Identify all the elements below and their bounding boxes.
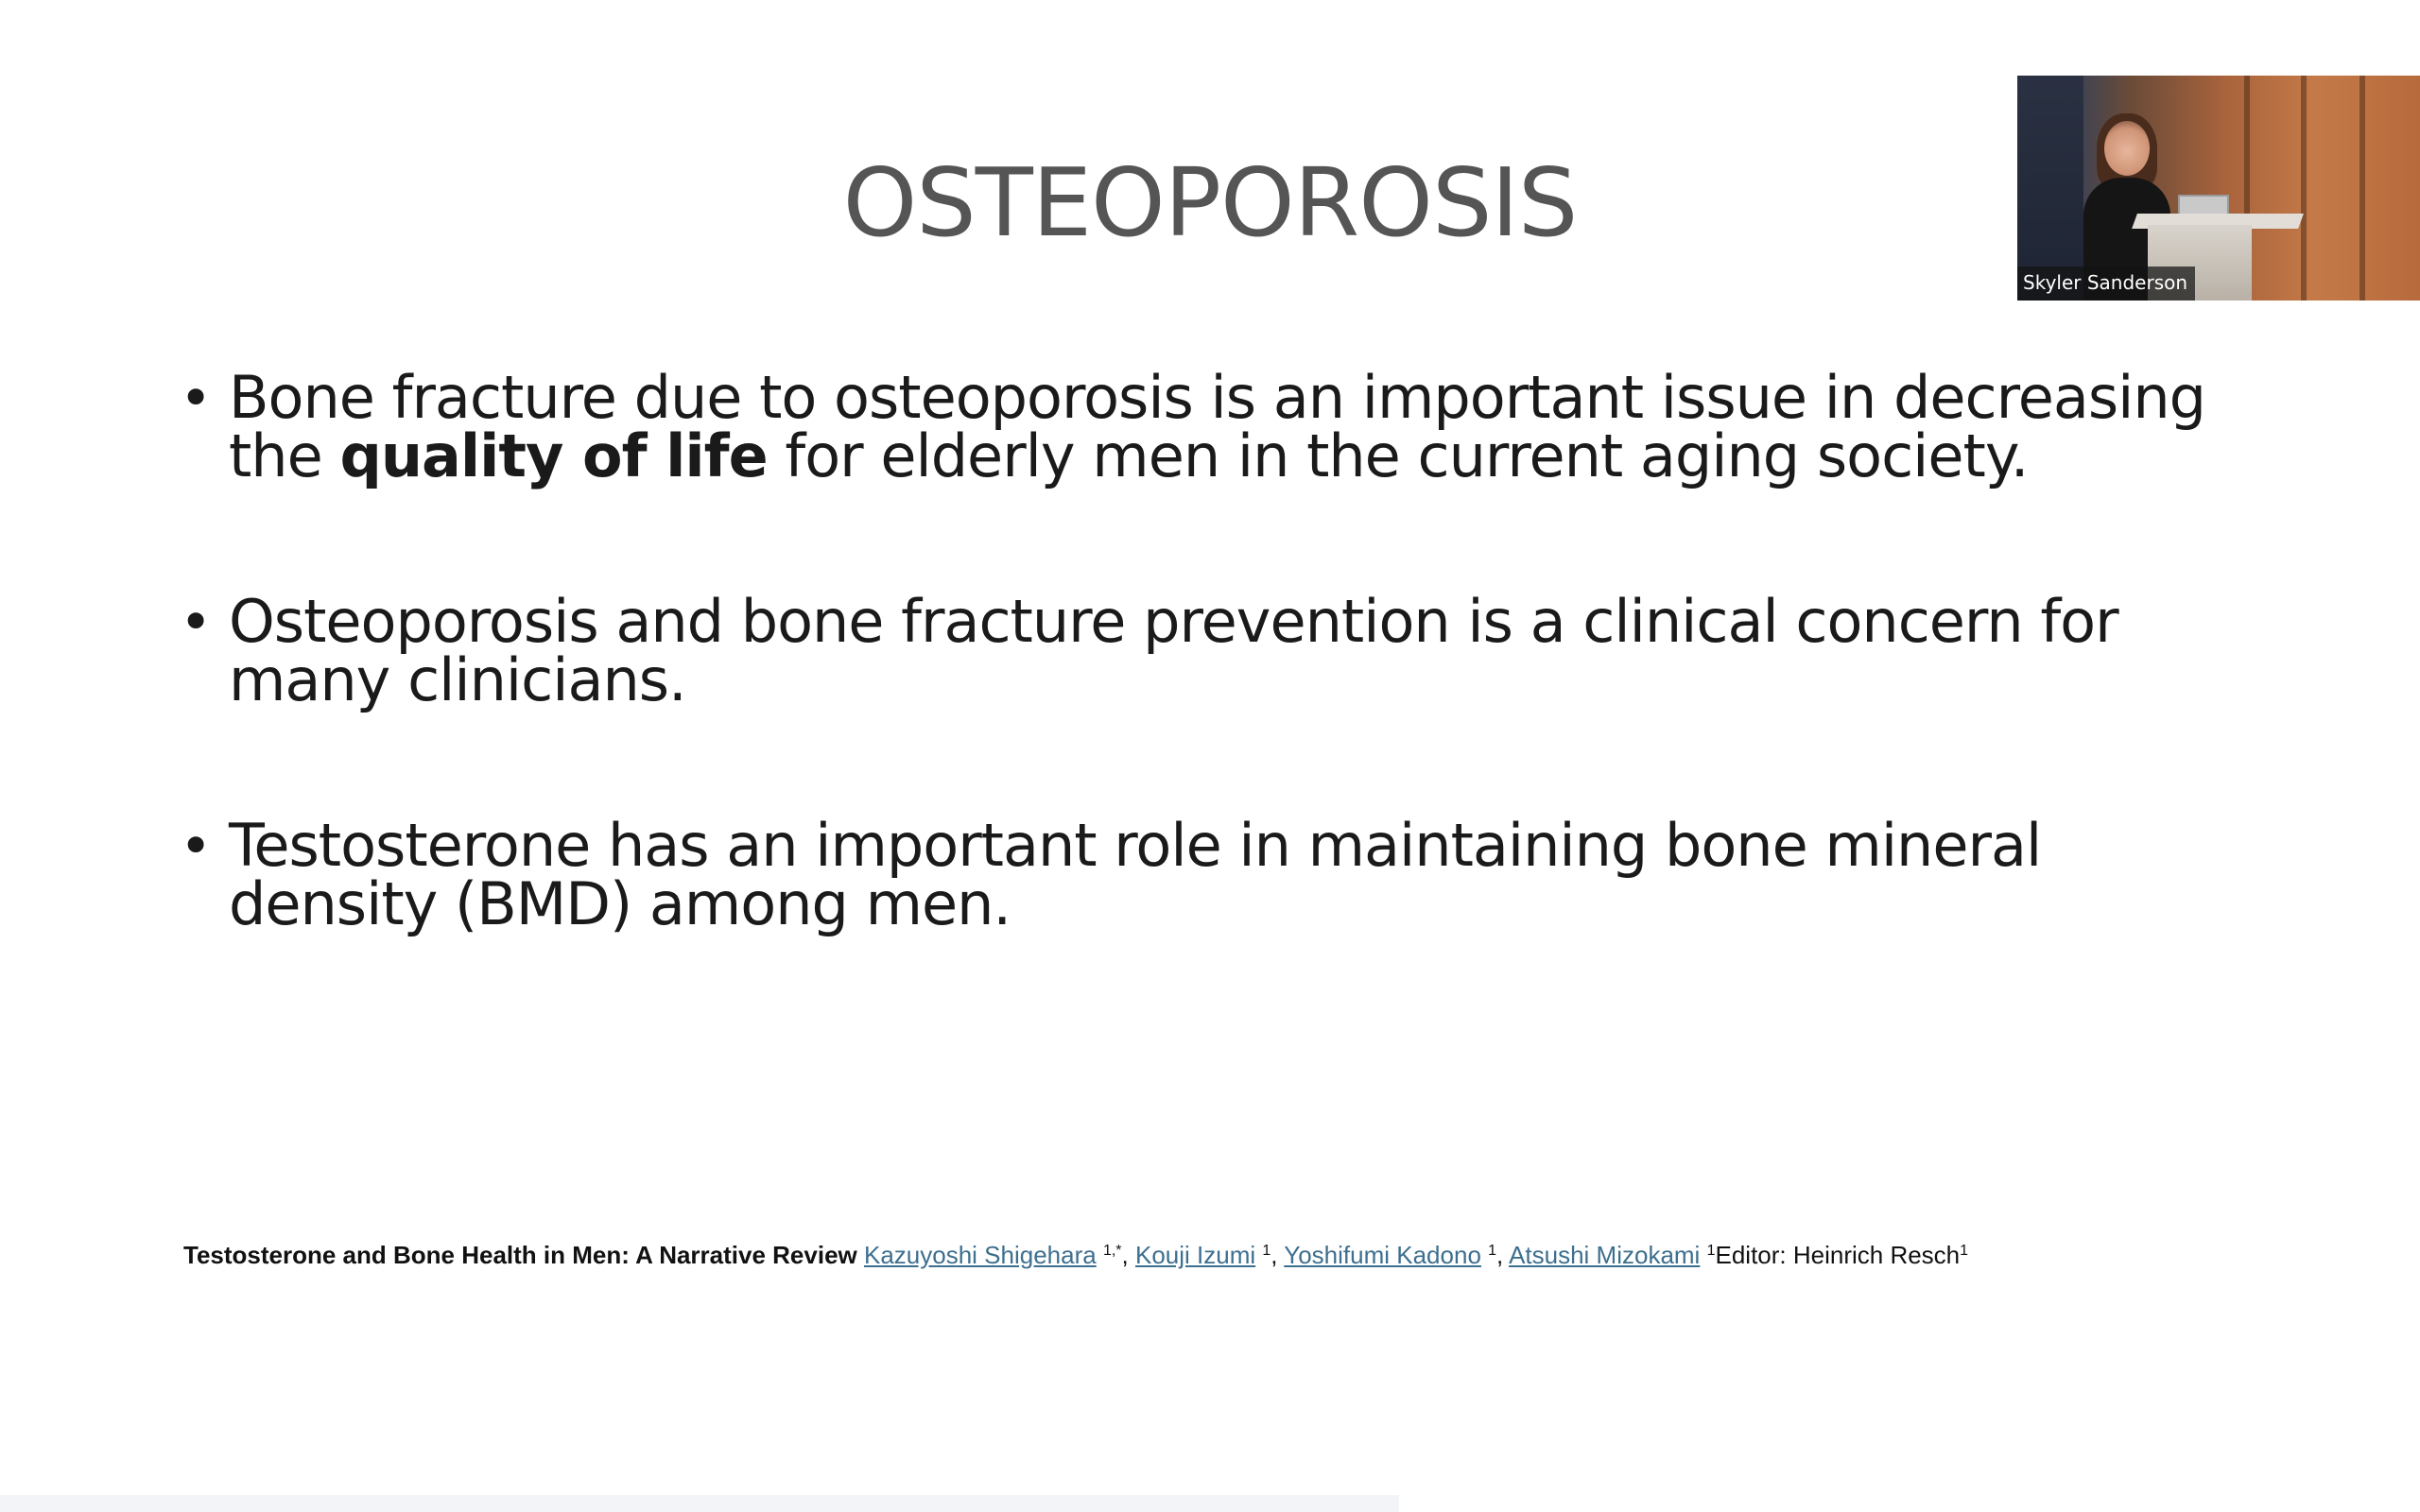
video-background xyxy=(2360,76,2365,301)
editor-affiliation: 1 xyxy=(1960,1243,1969,1259)
citation-editor: Editor: Heinrich Resch xyxy=(1715,1241,1961,1269)
author-affiliation: 1 xyxy=(1262,1243,1271,1259)
bullet-marker: • xyxy=(180,590,212,654)
bullet-text: for elderly men in the current aging society. xyxy=(767,421,2029,490)
author-link[interactable]: Atsushi Mizokami xyxy=(1509,1241,1701,1269)
author-link[interactable]: Kouji Izumi xyxy=(1134,1241,1256,1269)
author-affiliation: 1 xyxy=(1706,1243,1716,1259)
citation: Testosterone and Bone Health in Men: A Narrative Review Kazuyoshi Shigehara $^{1,*}$, Kouji Izumi $^1$, Yoshifumi Kadono $^1$, Atsushi Mizokami $^1$Editor: Heinrich Resch$^1$ xyxy=(183,1241,1969,1269)
participant-video-tile[interactable] xyxy=(2017,76,2420,301)
bullet-item xyxy=(180,811,2259,938)
slide-title: OSTEOPOROSIS xyxy=(842,147,1578,258)
author-link[interactable]: Yoshifumi Kadono xyxy=(1284,1241,1481,1269)
bullet-item xyxy=(180,363,2259,490)
bullet-emphasis: quality of life xyxy=(339,421,768,490)
participant-name: Skyler Sanderson xyxy=(2017,266,2195,301)
bullet-text: Osteoporosis and bone fracture prevention is a clinical concern for many clinicians. xyxy=(229,587,2118,714)
author-affiliation: 1 xyxy=(1488,1243,1497,1259)
author-link[interactable]: Kazuyoshi Shigehara xyxy=(864,1241,1097,1269)
video-background xyxy=(2301,76,2307,301)
speaker-figure xyxy=(2104,121,2150,176)
author-affiliation: 1,* xyxy=(1102,1243,1122,1259)
bullet-list xyxy=(180,363,2259,1040)
progress-strip xyxy=(0,1495,1399,1512)
bullet-marker: • xyxy=(180,366,212,430)
bullet-text: Bone fracture due to osteoporosis is an important issue in decreasing the xyxy=(229,363,2206,490)
bullet-marker: • xyxy=(180,814,212,878)
citation-title: Testosterone and Bone Health in Men: A Narrative Review xyxy=(183,1241,857,1269)
bullet-item xyxy=(180,587,2259,714)
bullet-text: Testosterone has an important role in maintaining bone mineral density (BMD) among men. xyxy=(229,811,2042,938)
